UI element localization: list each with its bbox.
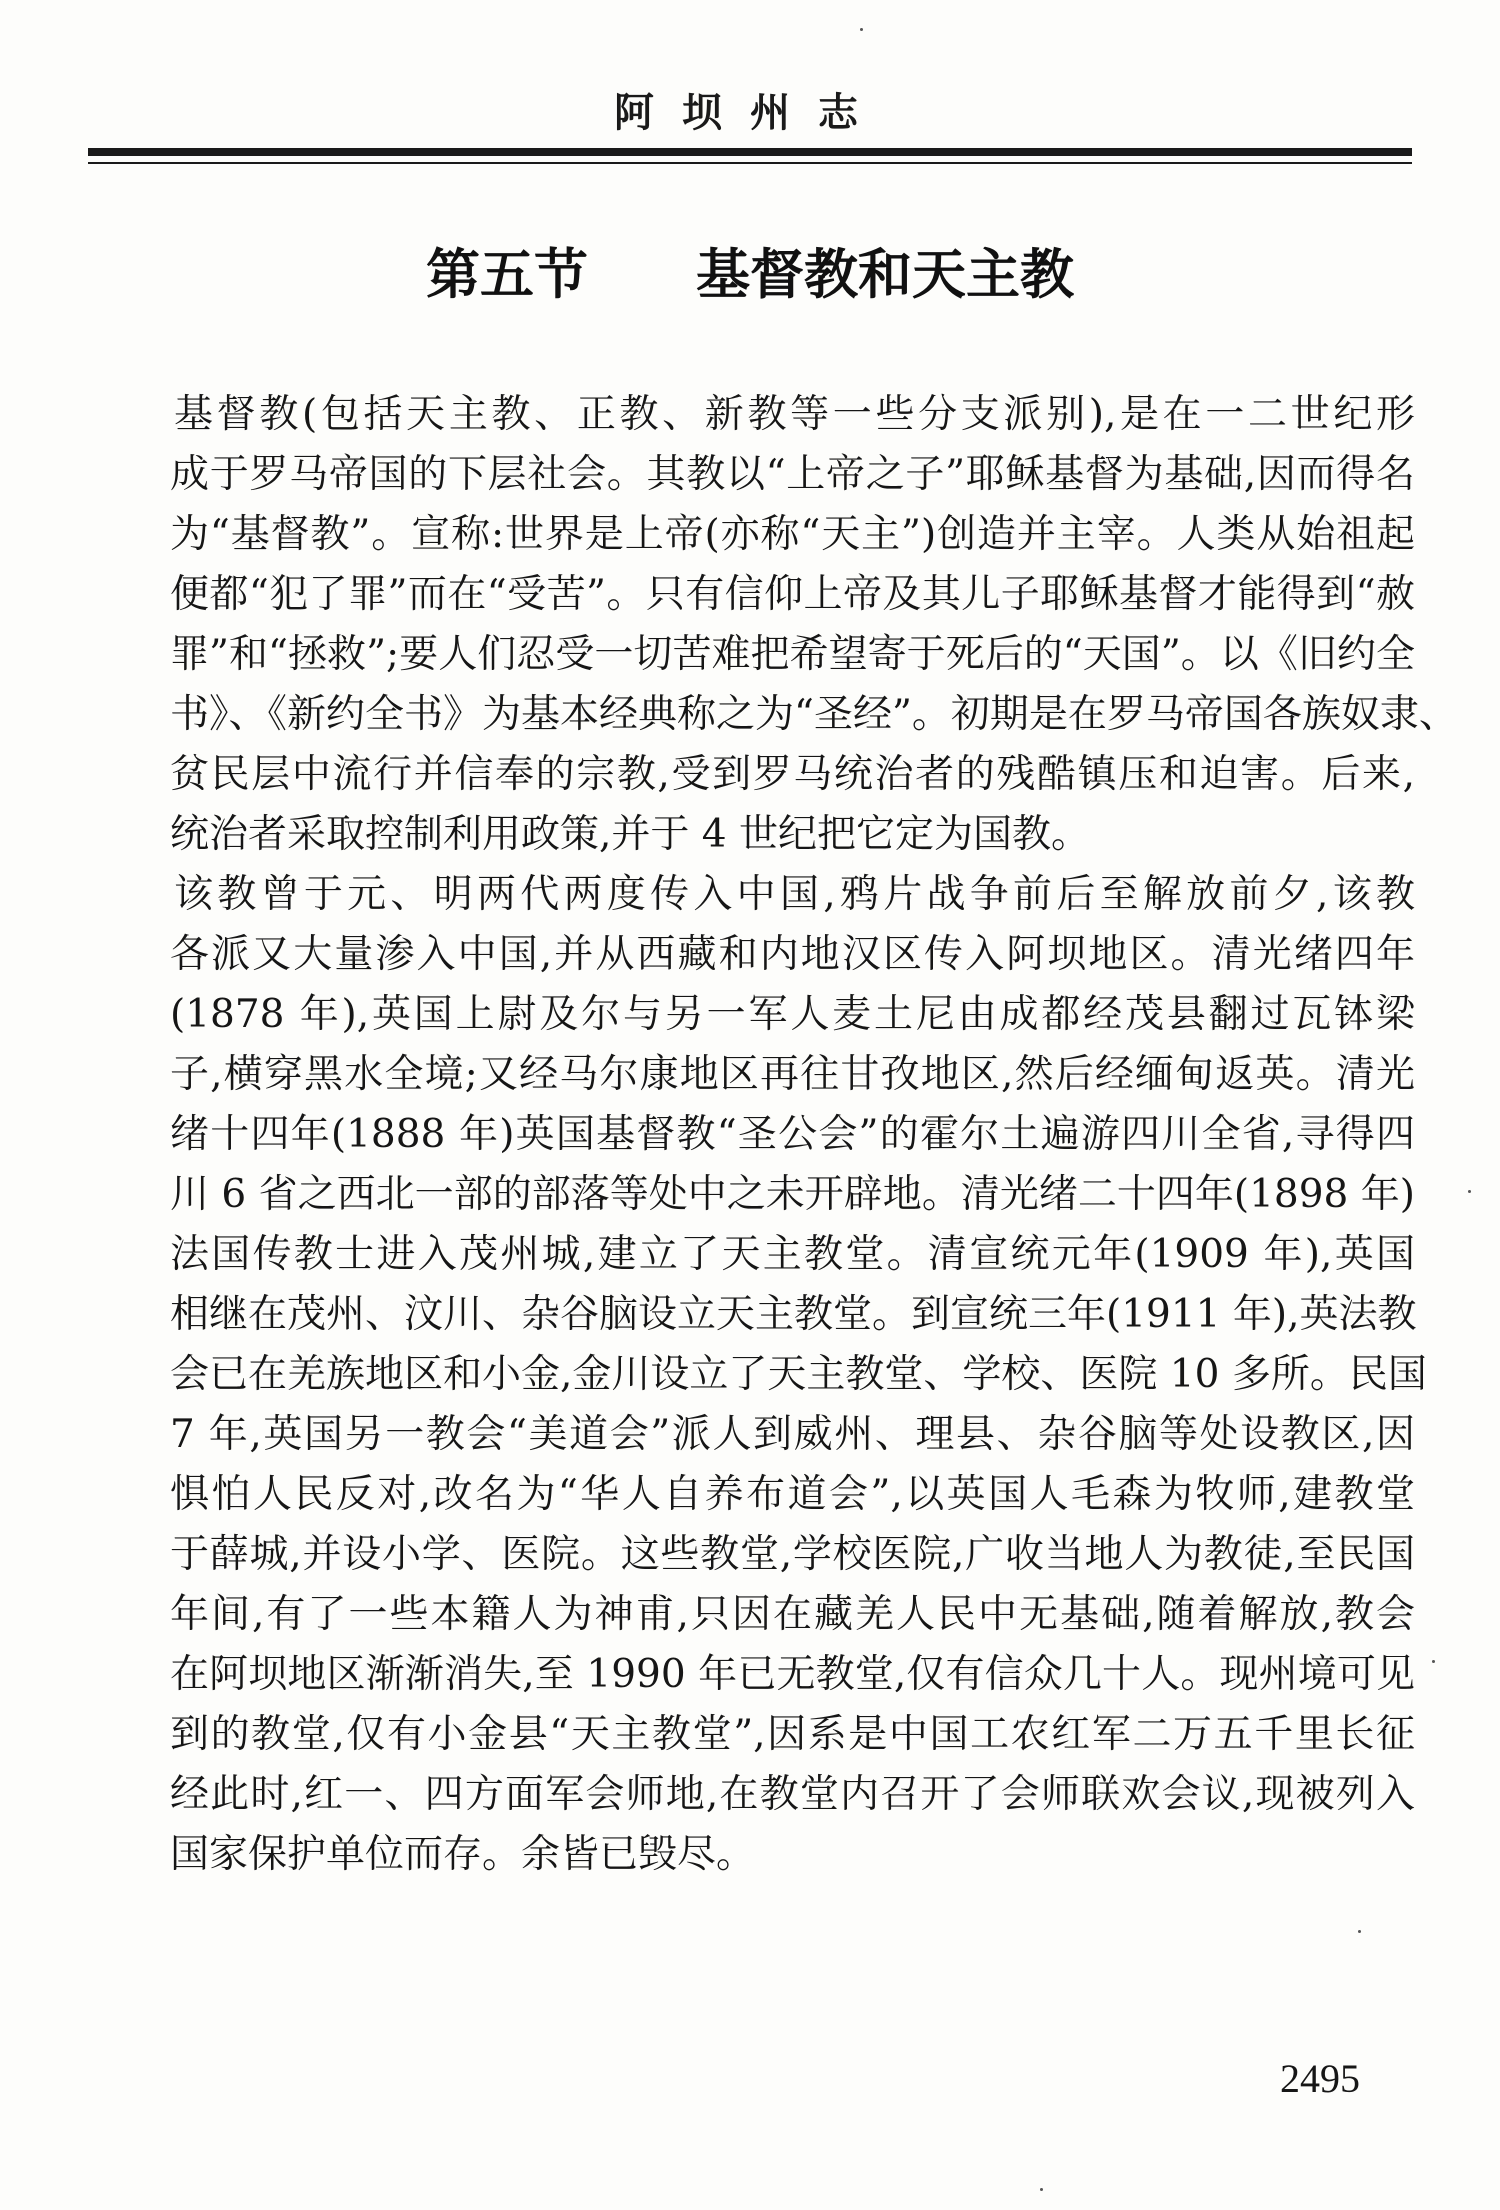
scan-speck — [1432, 1660, 1435, 1663]
paragraph-2-line-13: 年间,有了一些本籍人为神甫,只因在藏羌人民中无基础,随着解放,教会 — [170, 1592, 1415, 1637]
paragraph-1-line-1: 基督教(包括天主教、正教、新教等一些分支派别),是在一二世纪形 — [174, 392, 1415, 437]
paragraph-2-line-16: 经此时,红一、四方面军会师地,在教堂内召开了会师联欢会议,现被列入 — [170, 1772, 1415, 1817]
section-title: 第五节 基督教和天主教 — [426, 243, 1074, 306]
paragraph-1-line-5: 罪”和“拯救”;要人们忍受一切苦难把希望寄于死后的“天国”。以《旧约全 — [170, 632, 1415, 677]
paragraph-2-line-6: 川 6 省之西北一部的部落等处中之未开辟地。清光绪二十四年(1898 年) — [170, 1172, 1415, 1217]
paragraph-2-line-2: 各派又大量渗入中国,并从西藏和内地汉区传入阿坝地区。清光绪四年 — [170, 932, 1415, 977]
paragraph-2-line-9: 会已在羌族地区和小金,金川设立了天主教堂、学校、医院 10 多所。民国 — [170, 1352, 1427, 1397]
paragraph-2-line-17: 国家保护单位而存。余皆已毁尽。 — [170, 1832, 756, 1877]
scan-speck — [1468, 1190, 1471, 1193]
paragraph-1-line-6: 书》、《新约全书》为基本经典称之为“圣经”。初期是在罗马帝国各族奴隶、 — [170, 692, 1458, 737]
scan-speck — [860, 28, 863, 31]
paragraph-2-line-7: 法国传教士进入茂州城,建立了天主教堂。清宣统元年(1909 年),英国 — [170, 1232, 1415, 1277]
scan-speck — [1040, 2188, 1043, 2191]
paragraph-2-line-10: 7 年,英国另一教会“美道会”派人到威州、理县、杂谷脑等处设教区,因 — [170, 1412, 1415, 1457]
paragraph-1-line-8: 统治者采取控制利用政策,并于 4 世纪把它定为国教。 — [170, 812, 1091, 857]
header-rule-thin — [88, 162, 1412, 164]
scan-speck — [1358, 1930, 1361, 1933]
running-title: 阿坝州志 — [614, 89, 886, 136]
paragraph-2-line-4: 子,横穿黑水全境;又经马尔康地区再往甘孜地区,然后经缅甸返英。清光 — [170, 1052, 1415, 1097]
paragraph-2-line-12: 于薛城,并设小学、医院。这些教堂,学校医院,广收当地人为教徒,至民国 — [170, 1532, 1415, 1577]
paragraph-2-line-11: 惧怕人民反对,改名为“华人自养布道会”,以英国人毛森为牧师,建教堂 — [170, 1472, 1415, 1517]
paragraph-2-line-15: 到的教堂,仅有小金县“天主教堂”,因系是中国工农红军二万五千里长征 — [170, 1712, 1415, 1757]
paragraph-2-line-14: 在阿坝地区渐渐消失,至 1990 年已无教堂,仅有信众几十人。现州境可见 — [170, 1652, 1415, 1697]
header-rule-thick — [88, 148, 1412, 156]
paragraph-1-line-2: 成于罗马帝国的下层社会。其教以“上帝之子”耶稣基督为基础,因而得名 — [170, 452, 1415, 497]
paragraph-1-line-4: 便都“犯了罪”而在“受苦”。只有信仰上帝及其儿子耶稣基督才能得到“赦 — [170, 572, 1415, 617]
paragraph-2-line-8: 相继在茂州、汶川、杂谷脑设立天主教堂。到宣统三年(1911 年),英法教 — [170, 1292, 1417, 1337]
paragraph-2-line-5: 绪十四年(1888 年)英国基督教“圣公会”的霍尔土遍游四川全省,寻得四 — [170, 1112, 1415, 1157]
paragraph-2-line-3: (1878 年),英国上尉及尔与另一军人麦土尼由成都经茂县翻过瓦钵梁 — [170, 992, 1415, 1037]
paragraph-1-line-3: 为“基督教”。宣称:世界是上帝(亦称“天主”)创造并主宰。人类从始祖起 — [170, 512, 1415, 557]
paragraph-1-line-7: 贫民层中流行并信奉的宗教,受到罗马统治者的残酷镇压和迫害。后来, — [170, 752, 1415, 797]
page-number: 2495 — [1280, 2056, 1360, 2101]
paragraph-2-line-1: 该教曾于元、明两代两度传入中国,鸦片战争前后至解放前夕,该教 — [174, 872, 1415, 917]
